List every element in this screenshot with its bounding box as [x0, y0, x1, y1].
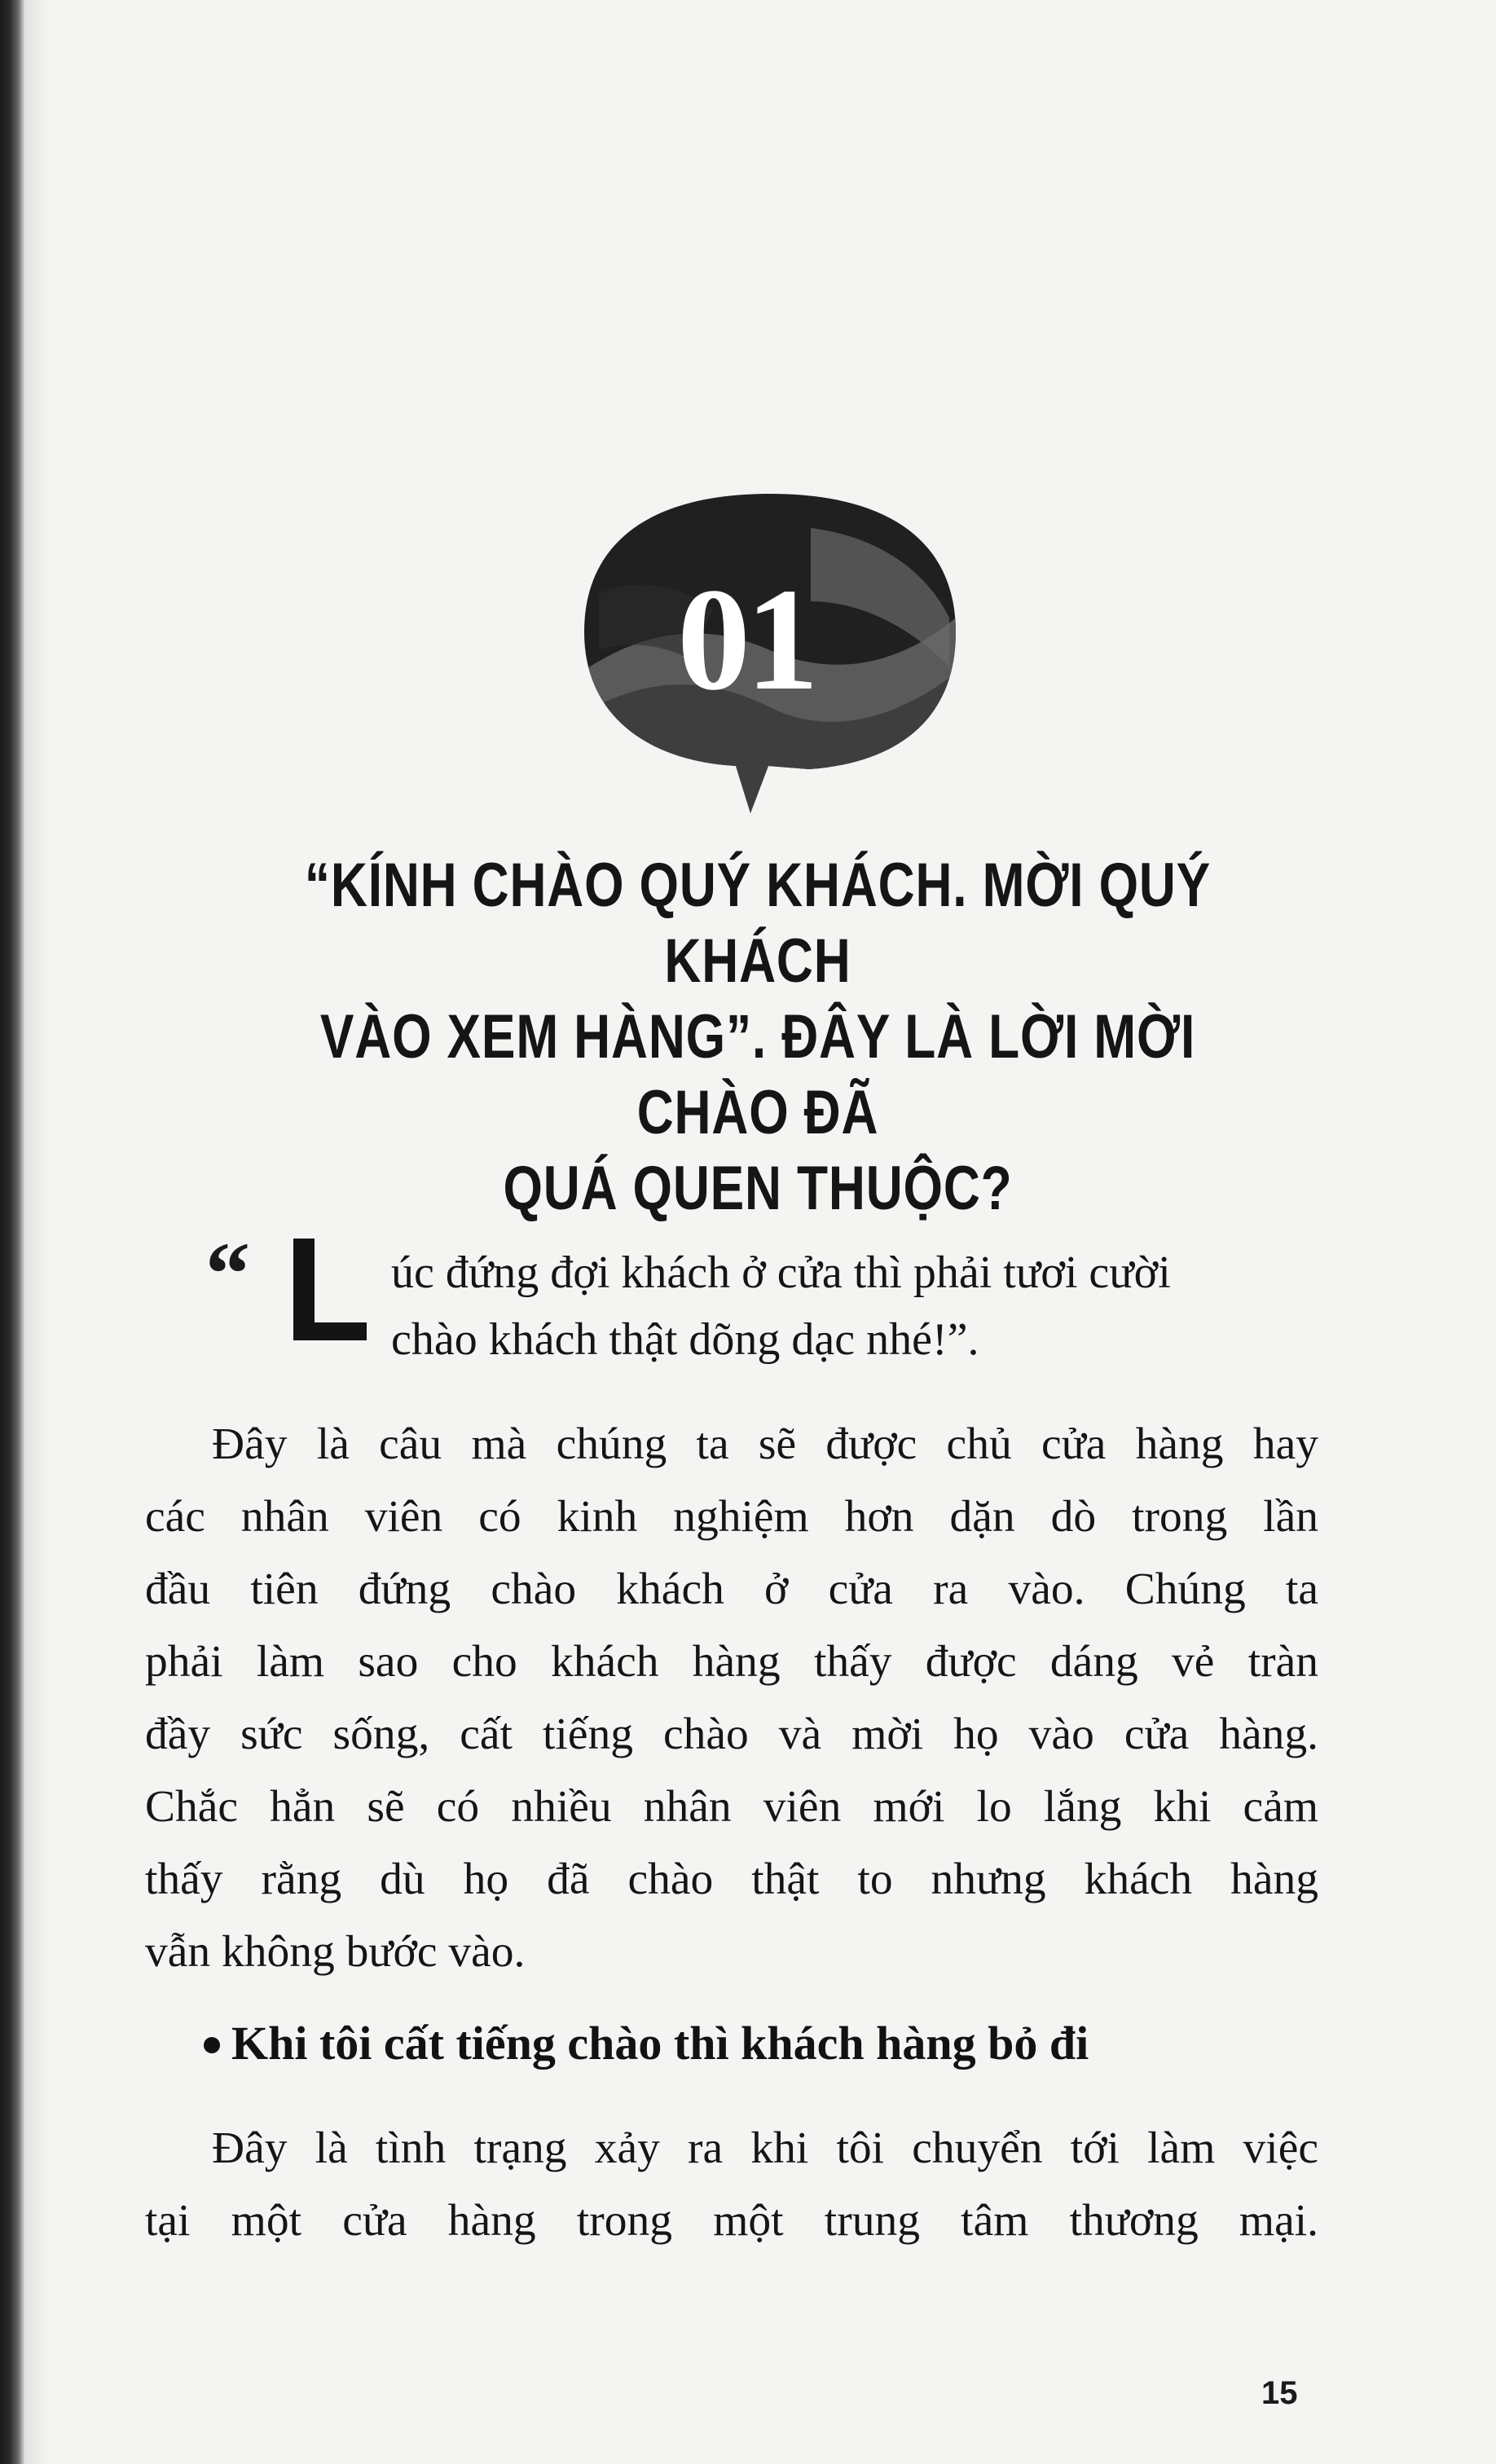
section-heading: Khi tôi cất tiếng chào thì khách hàng bỏ đi	[204, 2011, 1089, 2076]
headline-line: “KÍNH CHÀO QUÝ KHÁCH. MỜI QUÝ KHÁCH	[304, 851, 1212, 996]
headline-line: QUÁ QUEN THUỘC?	[503, 1154, 1013, 1223]
headline-line: VÀO XEM HÀNG”. ĐÂY LÀ LỜI MỜI CHÀO ĐÃ	[319, 1002, 1196, 1147]
paragraph-line: đầy sức sống, cất tiếng chào và mời họ vào cửa hàng.	[145, 1709, 1318, 1759]
body-paragraph-2	[145, 2112, 1318, 2257]
page-number: 15	[1261, 2375, 1298, 2411]
paragraph-line: phải làm sao cho khách hàng thấy được dáng vẻ tràn	[145, 1637, 1318, 1687]
paragraph-line: tại một cửa hàng trong một trung tâm thương mại.	[145, 2196, 1318, 2246]
chapter-number: 01	[677, 558, 814, 720]
paragraph-line: Đây là câu mà chúng ta sẽ được chủ cửa hàng hay	[212, 1419, 1318, 1469]
opening-quote-mark: “	[205, 1224, 250, 1323]
quote-line-2: chào khách thật dõng dạc nhé!”.	[391, 1314, 979, 1365]
paragraph-line: Đây là tình trạng xảy ra khi tôi chuyển tới làm việc	[212, 2123, 1318, 2173]
bullet-icon	[204, 2037, 220, 2053]
paragraph-line: đầu tiên đứng chào khách ở cửa ra vào. Chúng ta	[145, 1564, 1318, 1614]
paragraph-line: Chắc hẳn sẽ có nhiều nhân viên mới lo lắng khi cảm	[145, 1782, 1318, 1832]
quote-line-1: úc đứng đợi khách ở cửa thì phải tươi cười	[391, 1247, 1171, 1298]
dropcap-letter-l	[293, 1239, 367, 1340]
book-spine-edge	[0, 0, 24, 2464]
body-paragraph-1	[145, 1408, 1318, 1988]
chapter-headline	[257, 847, 1259, 1226]
page-gutter-shadow	[24, 0, 49, 2464]
paragraph-line: thấy rằng dù họ đã chào thật to nhưng khách hàng	[145, 1855, 1318, 1904]
paragraph-line: các nhân viên có kinh nghiệm hơn dặn dò trong lần	[145, 1492, 1318, 1542]
paragraph-line: vẫn không bước vào.	[145, 1927, 526, 1977]
